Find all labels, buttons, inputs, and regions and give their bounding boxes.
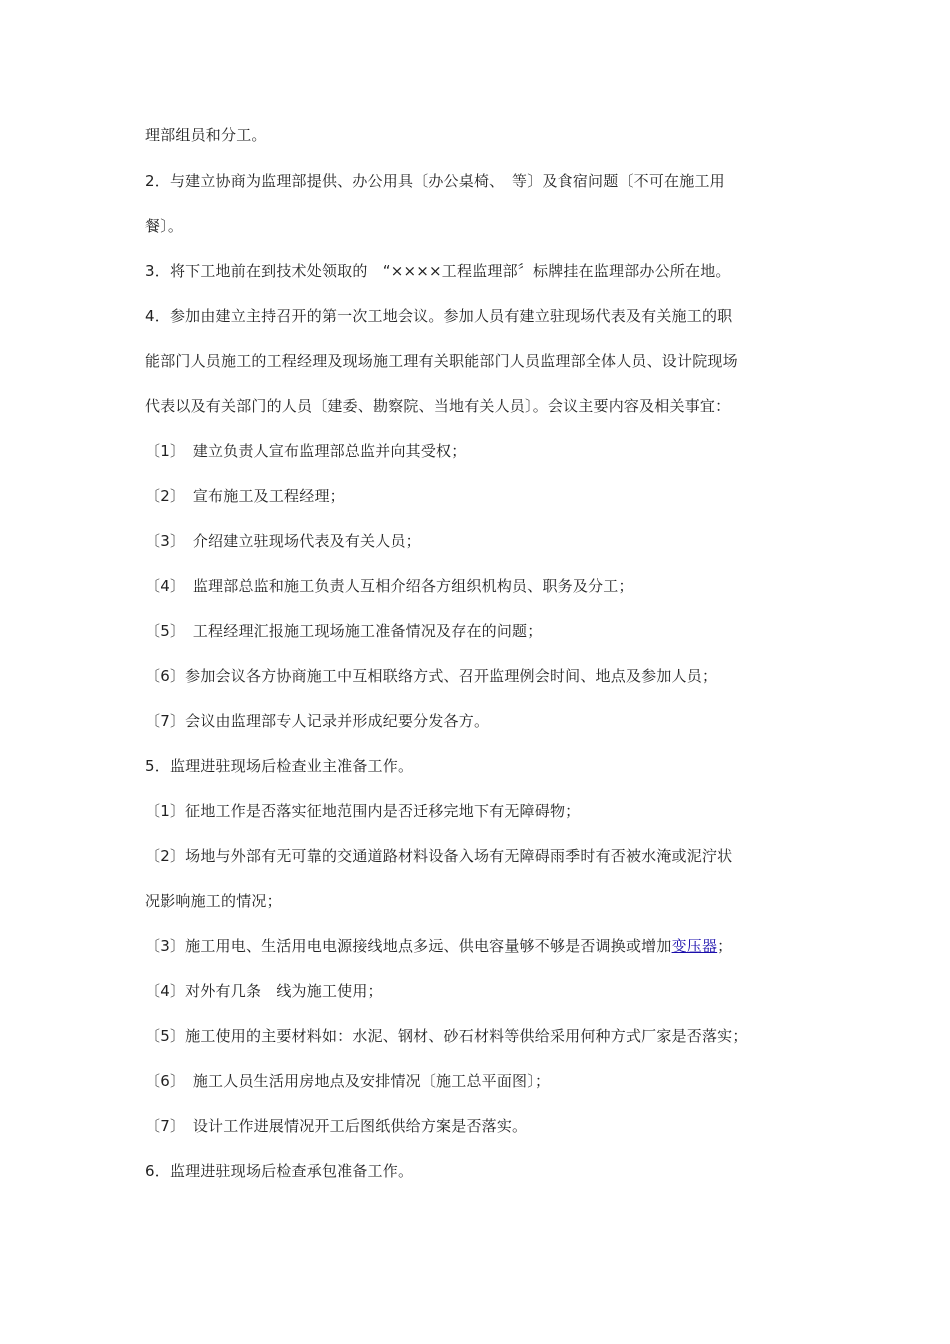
text-line: 理部组员和分工。 <box>145 126 267 144</box>
list-item: 〔5〕 工程经理汇报施工现场施工准备情况及存在的问题； <box>145 622 543 640</box>
text-line: 4．参加由建立主持召开的第一次工地会议。参加人员有建立驻现场代表及有关施工的职 <box>145 307 733 325</box>
list-item: 〔2〕场地与外部有无可靠的交通道路材料设备入场有无障碍雨季时有否被水淹或泥泞状 <box>145 847 733 865</box>
list-item: 〔4〕 监理部总监和施工负责人互相介绍各方组织机构员、职务及分工； <box>145 577 634 595</box>
transformer-link[interactable]: 变压器 <box>671 937 718 955</box>
list-item: 〔7〕会议由监理部专人记录并形成纪要分发各方。 <box>145 712 490 730</box>
list-item-tail: ； <box>717 937 733 955</box>
section-heading: 6．监理进驻现场后检查承包准备工作。 <box>145 1162 414 1180</box>
text-line: 能部门人员施工的工程经理及现场施工理有关职能部门人员监理部全体人员、设计院现场 <box>145 352 738 370</box>
text-line: 代表以及有关部门的人员〔建委、勘察院、当地有关人员〕。会议主要内容及相关事宜： <box>145 397 731 415</box>
list-item: 〔3〕 介绍建立驻现场代表及有关人员； <box>145 532 421 550</box>
list-item-text: 〔3〕施工用电、生活用电电源接线地点多远、供电容量够不够是否调换或增加 <box>145 937 672 955</box>
list-item: 〔2〕 宣布施工及工程经理； <box>145 487 345 505</box>
list-item: 〔5〕施工使用的主要材料如：水泥、钢材、砂石材料等供给采用何种方式厂家是否落实； <box>145 1027 748 1045</box>
list-item: 〔1〕征地工作是否落实征地范围内是否迁移完地下有无障碍物； <box>145 802 581 820</box>
list-item: 〔7〕 设计工作进展情况开工后图纸供给方案是否落实。 <box>145 1117 528 1135</box>
list-item: 〔6〕参加会议各方协商施工中互相联络方式、召开监理例会时间、地点及参加人员； <box>145 667 718 685</box>
text-line: 餐〕。 <box>145 217 184 235</box>
list-item: 〔6〕 施工人员生活用房地点及安排情况〔施工总平面图〕； <box>145 1072 551 1090</box>
section-heading: 5．监理进驻现场后检查业主准备工作。 <box>145 757 414 775</box>
text-line: 3．将下工地前在到技术处领取的 “××××工程监理部〞标牌挂在监理部办公所在地。 <box>145 262 731 280</box>
list-item <box>145 936 732 956</box>
text-line: 2．与建立协商为监理部提供、办公用具〔办公桌椅、 等〕及食宿问题〔不可在施工用 <box>145 172 725 190</box>
text-line: 况影响施工的情况； <box>145 892 282 910</box>
list-item: 〔4〕对外有几条 线为施工使用； <box>145 982 383 1000</box>
list-item: 〔1〕 建立负责人宣布监理部总监并向其受权； <box>145 442 467 460</box>
